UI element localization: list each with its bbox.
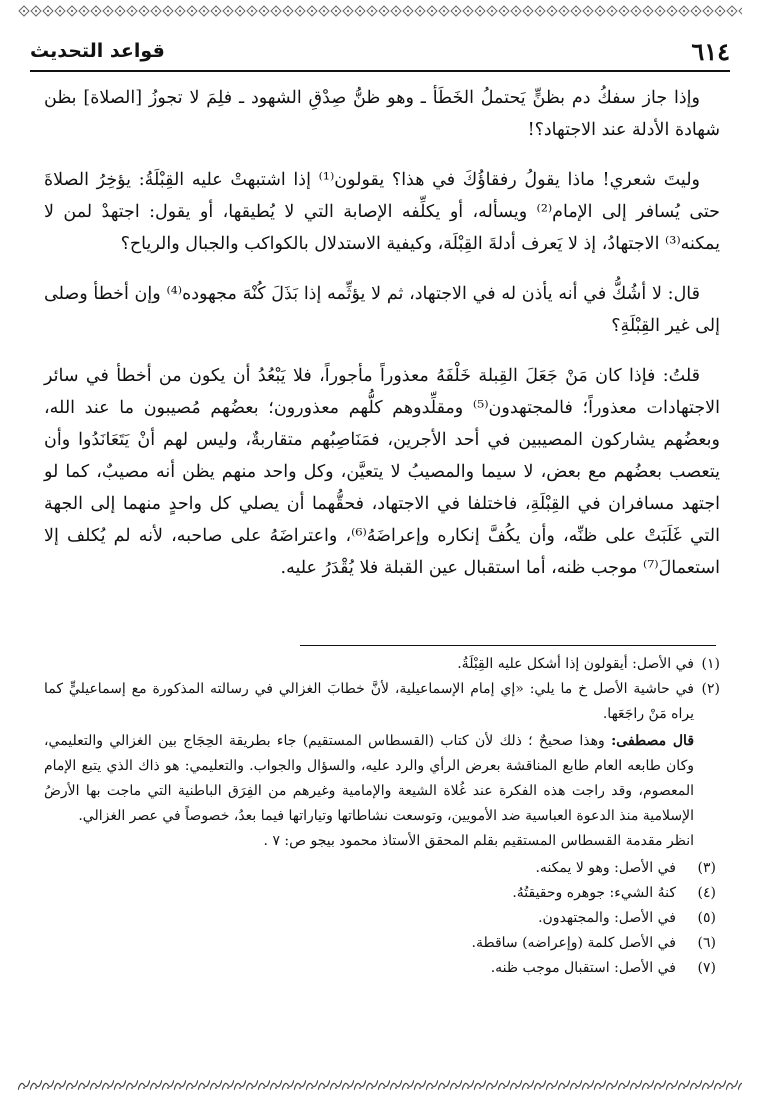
main-text (44, 82, 720, 602)
footnote-6 (44, 931, 720, 956)
footnote-number: (٦) (697, 935, 716, 951)
footnote-4 (44, 881, 720, 906)
footnote-text: في الأصل: استقبال موجب ظنه. (490, 960, 676, 976)
footnote-text: كنهُ الشيء: جوهره وحقيقتُهُ. (512, 885, 676, 901)
paragraph-1: وإذا جاز سفكُ دم بظنٍّ يَحتملُ الخَطَأ ـ وهو ظنُّ صِدْقِ الشهود ـ فلِمَ لا تجوزُ [الصلاة] بظن شهادة الأدلة عند الاجتهاد؟! (44, 88, 720, 140)
page-number: ٦١٤ (691, 36, 730, 66)
footnote-7 (44, 956, 720, 981)
running-head (30, 36, 730, 66)
footnote-text: في الأصل: والمجتهدون. (538, 910, 676, 926)
footnote-text: في الأصل كلمة (وإعراضه) ساقطة. (471, 935, 676, 951)
footnote-text: في الأصل: وهو لا يمكنه. (535, 860, 676, 876)
footnote-3 (44, 856, 720, 881)
footnote-number: (٤) (697, 885, 716, 901)
editor-comment (44, 729, 720, 829)
decorative-border-top (18, 4, 742, 18)
editor-comment-text: وهذا صحيحٌ ؛ ذلك لأن كتاب (القسطاس المستقيم) جاء بطريقة الحِجَاج بين الغزالي والتعليمي، وكان طابعه العام طابع المناقشة بعرض الرأي والرد عليه، والسؤال والجواب. والتعليمي: هو ذاك الذي يتبع الإمام المعصوم، وقد راجت هذه الفكرة عند غُلاة الشيعة والإمامية وغيرهم من الفِرَق الباطنية التي ماجت بها الأرضُ الإسلامية منذ الدعوة العباسية ضد الأمويين، وتوسعت نشاطاتها وتياراتها فيما بعدُ، خصوصاً في عصر الغزالي. (44, 733, 694, 824)
footnote-number: (٧) (697, 960, 716, 976)
editor-comment-label: قال مصطفى: (611, 733, 695, 749)
header-rule (30, 70, 730, 72)
paragraph-3: قال: لا أشُكُّ في أنه يأذن له في الاجتهاد، ثم لا يؤثِّمه إذا بَذَلَ كُنْهَ مجهوده⁽⁴⁾ وإن أخطأ وصلى إلى غير القِبْلَةِ؟ (44, 284, 720, 336)
paragraph-2: وليتَ شعري! ماذا يقولُ رفقاؤُكَ في هذا؟ يقولون⁽¹⁾ إذا اشتبهتْ عليه القِبْلَةُ: يؤخِرُ الصلاةَ حتى يُسافر إلى الإمام⁽²⁾ ويسأله، أو يكلِّفه الإصابة التي لا يُطيقها، أو يقول: اجتهدْ لمن لا يمكنه⁽³⁾ الاجتهادُ، إذ لا يَعرف أدلةَ القِبْلَة، وكيفية الاستدلال بالكواكب والجبال والرياح؟ (44, 170, 721, 254)
footnote-number: (١) (701, 656, 720, 672)
footnote-separator (300, 645, 716, 646)
book-title: قواعد التحديث (30, 40, 165, 62)
footnotes (44, 652, 720, 981)
paragraph-4: قلتُ: فإذا كان مَنْ جَعَلَ القِبلة خَلْفَهُ معذوراً مأجوراً، فلا يَبْعُدُ أن يكون من أخطأ في سائر الاجتهادات معذوراً؛ فالمجتهدون⁽⁵⁾ ومقلِّدوهم كلُّهم معذورون؛ بعضُهم مُصيبون ما عند الله، وبعضُهم يشاركون المصيبين في أحد الأجرين، فمَنَاصِبُهم متقاربةٌ، وليس لهم أنْ يَتَعَانَدُوا وأن يتعصب بعضُهم مع بعض، لا سيما والمصيبُ لا يتعيَّن، وكل واحد منهم يظن أنه مصيبٌ، كما لو اجتهد مسافران في القِبْلَةِ، فاختلفا في الاجتهاد، فحقُّهما أن يصلي كل واحدٍ منهما إلى الجهة التي غَلَبَتْ على ظنِّه، وأن يكُفَّ إنكاره وإعراضَهُ⁽⁶⁾، واعتراضَهُ على صاحبه، لأنه لم يُكلف إلا استعمالَ⁽⁷⁾ موجب ظنه، أما استقبال عين القبلة فلا يُقْدَرُ عليه. (44, 366, 721, 578)
footnote-2 (44, 677, 720, 727)
decorative-border-bottom (18, 1078, 742, 1092)
footnote-number: (٢) (701, 681, 720, 697)
footnote-text: في الأصل: أيقولون إذا أشكل عليه القِبْلَةُ. (457, 656, 694, 672)
footnote-text: في حاشية الأصل خ ما يلي: «إي إمام الإسماعيلية، لأنَّ خطابَ الغزالي في رسالته المذكورة مع إسماعيليٍّ كما يراه مَنْ راجَعَها. (44, 681, 694, 722)
reference-note: انظر مقدمة القسطاس المستقيم بقلم المحقق الأستاذ محمود بيجو ص: ٧ . (263, 833, 694, 849)
footnote-5 (44, 906, 720, 931)
footnote-1 (44, 652, 720, 677)
footnote-number: (٣) (697, 860, 716, 876)
footnote-number: (٥) (697, 910, 716, 926)
